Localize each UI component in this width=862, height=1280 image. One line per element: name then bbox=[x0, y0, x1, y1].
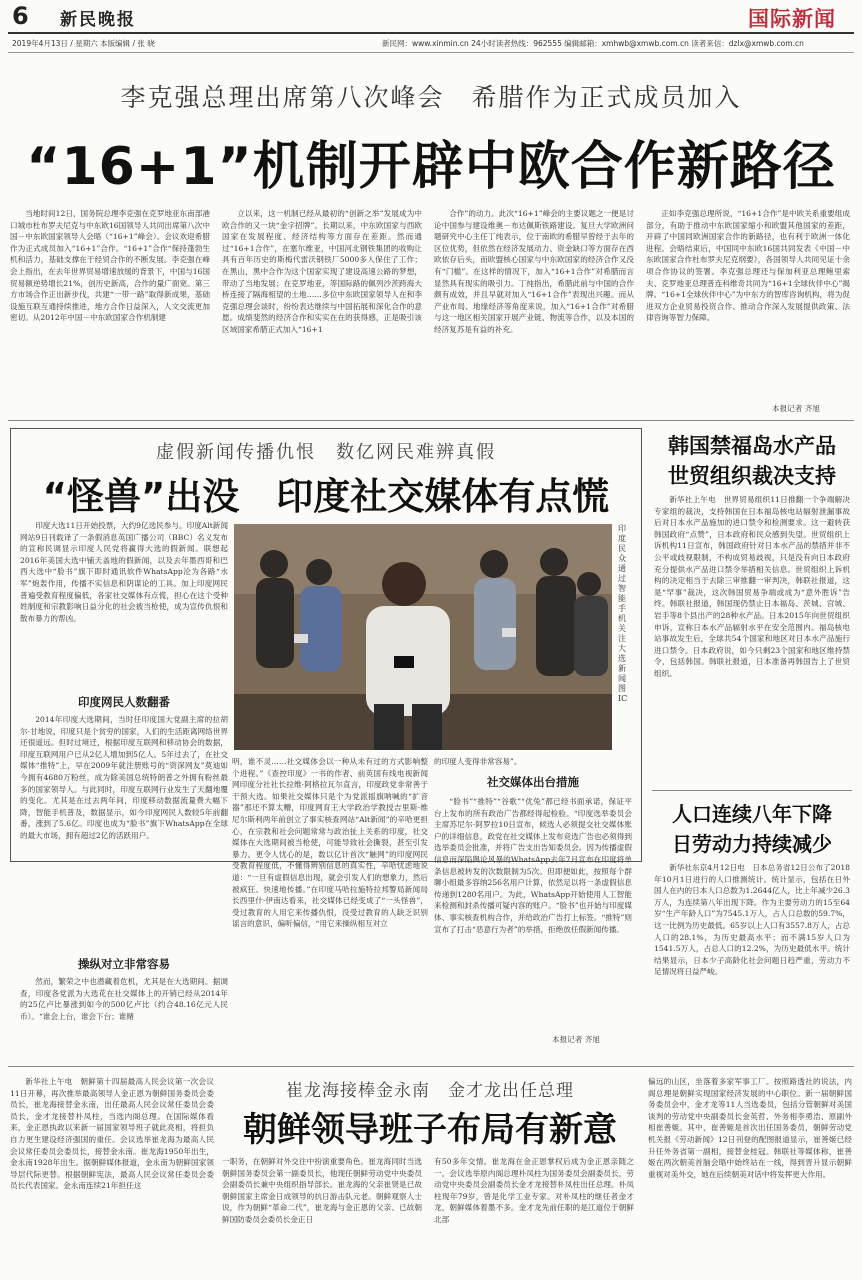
page-number: 6 bbox=[12, 2, 29, 30]
india-subhead-2: 操纵对立非常容易 bbox=[78, 957, 170, 971]
lead-column-1: 当地时间12日，国务院总理李克强在克罗地亚东南部港口城市杜布罗夫尼克与中东欧16国领导人共同出席第八次中国－中东欧国家领导人会晤（“16+1”峰会）。会议欢迎希腊作为正式成员加入“16+1”合作。“16+1”合作“保持蓬勃生机和活力，基础支撑在于经贸合作的不断发展。李克强在峰会上指出，在去年世界贸易增速放缓的背景下，中国与16国贸易额逆势增长21%，创历史新高，合作的量广面宽。第三方市场合作正出新步伐，共建“一带一路”取得新成果，基础设施互联互通持续推进，地方合作日益深入，人文交流更加密切。从2012年中国－中东欧国家合作机制建 bbox=[10, 209, 210, 323]
lead-byline: 本报记者 齐旭 bbox=[772, 404, 820, 413]
section-divider bbox=[8, 420, 854, 421]
india-photo-caption: 印度民众通过智能手机关注大选新闻 图 IC bbox=[618, 524, 642, 703]
lead-headline: “16+1”机制开辟中欧合作新路径 bbox=[26, 137, 836, 197]
date-line: 2019年4月13日 / 星期六 本版编辑 / 张 晓 bbox=[12, 39, 155, 48]
korea-column-3: 有50多年交情。崔龙海在金正恩掌权后成为金正恩亲随之一。会议选举原内阁总理朴凤柱为国务委员会副委员长，劳动党中央委员会副委员长金才龙接替朴凤柱出任总理。朴凤柱现年79岁，曾是化学工业专家。对朴凤柱的继任者金才龙，朝鲜媒体着墨不多。金才龙先前任职的是江道位于朝鲜北部 bbox=[434, 1157, 634, 1224]
contact-line: 新民网：www.xinmin.cn 24小时读者热线：962555 编辑邮箱：xmhwb@xmwb.com.cn 读者来信：dzlx@xmwb.com.cn bbox=[382, 39, 804, 48]
korea-kicker: 崔龙海接棒金永南 金才龙出任总理 bbox=[286, 1081, 574, 1101]
korea-column-4: 偏远的山区，坐落着多家军事工厂。按照路透社的说法，内阁总理是朝鲜实现国家经济发展的中心职位。新一届朝鲜国务委员会中，金才龙等11人当选委员，包括分管朝鲜对美国谈判的劳动党中央副委员长金英哲、外务相李勇浩、原副外相崔善姬。其中，崔善姬是首次出任国务委员，朝鲜劳动党机关报《劳动新闻》12日刊登的配图报道显示，崔善姬已经升任外务省第一副相，接替金桂冠。韩联社等媒体称，崔善姬在两次朝美首脑会晤中始终站在一线，得到晋升显示朝鲜重视对美外交，她在后续朝美对话中将发挥更大作用。 bbox=[648, 1077, 852, 1179]
korea-headline: 朝鲜领导班子布局有新意 bbox=[243, 1110, 617, 1150]
india-section-3: “脸书”“推特”“谷歌”“优兔”都已经书面承诺，保证平台上发布的所有政治广告都经得起检验。“印度选举委员会主席苏尼尔·阿罗拉10日宣布，候选人必须提交社交媒体账户的详细信息，政党在社交媒体上发布竞选广告也必须得到选举委员会批准，并将广告支出告知委员会。因为传播虚假信息而深陷舆论风暴的WhatsApp去年7月宣布在印度将单条信息被转发的次数限制为5次。但即便如此，按照每个群聊小组最多容纳256名用户计算，依然足以将一条虚假信息传递到1280名用户。为此，WhatsApp开始使用人工智能来检测和封杀传播可疑内容的账户。“脸书”也开始与印度媒体、事实核查机构合作，并给政治广告打上标签。“推特”则宣布了打击“恶意行为者”的举措，拒绝放任假新闻传播。 bbox=[434, 797, 632, 934]
india-news-photo bbox=[234, 524, 612, 750]
india-subhead-1: 印度网民人数翻番 bbox=[78, 695, 170, 709]
fukushima-headline-2: 世贸组织裁决支持 bbox=[668, 464, 836, 488]
fukushima-headline-1: 韩国禁福岛水产品 bbox=[668, 434, 836, 458]
fukushima-text: 新华社上午电 世界贸易组织11日推翻一个争端解决专家组的裁决，支持韩国在日本福岛核电站辐射泄漏事故后对日本水产品施加的进口禁令和检测要求。这一避转获韩国政府“点赞”，日本政府和民众感到失望。世贸组织上诉机构11日宣布，韩国政府针对日本水产品的禁措并非不公平或歧视限制，不构成贸易歧视，只是没有向日本政府充分提供水产品进口禁令举措相关信息。世贸组织上诉机构的决定相当于去除三审推翻一审判决，韩联社报道，这是“罕事”裁决，这次韩国贸易争端或成为“意外胜诉”告终。韩联社报道，韩国现仍禁止日本福岛、茨城、宫城、岩手等8个县出产的28种水产品。日本2015年向世贸组织申诉，宣称日本水产品辐射水平在安全范围内。福岛核电站事故发生后，全球共54个国家和地区对日本水产品施行进口禁令。日本政府说，如今只剩23个国家和地区维持禁令，包括韩国。韩联社报道，日本准备再韩国告上了世贸组织。 bbox=[654, 495, 850, 678]
india-section-1: 2014年印度大选期间，当时任印度国大党副主席的拉胡尔·甘地说，印度只是个贫穷的国家，人们的生活距离网络世界还很遥远。但时过境迁，根据印度互联网和移动协会的数据，印度互联网用户已从2亿人增加到5亿人。5年过去了，在社交媒体“推特”上，早在2009年就注册账号的“资深网友”莫迪如今拥有4680万粉丝，成为除美国总统特朗普之外拥有粉丝最多的国家领导人。与此同时，印度互联网行业发生了天翻地覆的变化。尤其是在过去两年间，印度移动数据流量费大幅下降，智能手机普及，数据显示，如今印度网民人数较5年前翻番，涨到了5.6亿。印度也成为“脸书”旗下WhatsApp在全球的最大市场，拥有超过2亿的活跃用户。 bbox=[20, 715, 228, 840]
japan-labor-headline-2: 日劳动力持续减少 bbox=[672, 832, 832, 856]
newspaper-logo: 新民晚报 bbox=[60, 10, 136, 30]
india-section-2: 然而，繁荣之中也潜藏着危机，尤其是在大选期间。据调查，印度各党派为大选花在社交媒体上的开销已经从2014年的25亿卢比暴涨到如今的500亿卢比（约合48.16亿元人民币）。“谁会上台，谁会下台；谁赌 bbox=[20, 977, 228, 1021]
india-intro: 印度大选11日开始投票，大约9亿选民参与。印度Alt新闻网站9日刊载译了一条假消息英国广播公司（BBC）名义发布的宣称民调显示印度人民党将赢得大选的假新闻。联想起2016年美国大选中铺天盖地的假新闻，以及去年墨西哥和巴西大选中“脸书”旗下即时通讯软件WhatsApp沦为各路“水军”炮轰作用，传播不实信息和阴谋论的工具。加上印度网民普遍受教育程度偏低，各家社交媒体有点慌，担心在这个受种姓制度和宗教影响日益分化的社会被当枪使，成为宣传仇恨和散布暴力的帮凶。 bbox=[20, 521, 228, 623]
japan-labor-headline-1: 人口连续八年下降 bbox=[672, 802, 832, 826]
india-photo-illustration bbox=[234, 524, 612, 750]
japan-labor-text: 新华社东京4月12日电 日本总务省12日公布了2018年10月1日进行的人口推测统计。统计显示，包括在日外国人在内的日本人口总数为1.2644亿人，比上年减少26.3万人，为连续第八年出现下降。作为主要劳动力的15至64岁“生产年龄人口”为7545.1万人，占人口总数的59.7%，这一比例为历史最低。65岁以上人口有3557.8万人，占总人口的28.1%，为历史最高水平；而不满15岁人口为1541.5万人，占总人口的12.2%，为历史最低水平。统计结果显示，日本少子高龄化社会问题日趋严重，劳动力不足情况将日益严峻。 bbox=[654, 863, 850, 977]
lead-kicker: 李克强总理出席第八次峰会 希腊作为正式成员加入 bbox=[120, 83, 742, 112]
lead-column-3: 合作”的动力。此次“16+1”峰会的主要议题之一便是讨论中国参与建设维奥－布达佩斯铁路建设。复旦大学欧洲问题研究中心主任丁纯表示，位于南欧的希腊早曾经于去年的区位优势，但依然在经济发展动力、资金缺口等方面存在西欧依存后头，而欧盟核心国家与中东欧国家的经济合作又没有“门槛”。在这样的情况下，加入“16+1合作”对希腊而言显然具有现实的吸引力。丁纯指出，希腊此前与中国的合作颇有成效，并且早就对加入“16+1合作”表现出兴趣。而从产业布局、地缘经济等角度来说，加入“16+1合作”对希腊与这一地区相关国家开展产业链、物流等合作，以及本国的经济复苏是有益的补充。 bbox=[434, 209, 634, 334]
korea-column-1: 新华社上午电 朝鲜第十四届最高人民会议第一次会议11日开幕，再次推举最高领导人金正恩为朝鲜国务委员会委员长，崔龙海接替金永南，出任最高人民会议常任委员会委员长，金才龙接替朴凤柱，当选内阁总理。在国际媒体看来，金正恩执政以来新一届国家领导班子就此亮相，将担负自力更生建设经济强国的重任。会议选举崔龙海为最高人民会议常任委员会委员长，接替金永南。崔龙海1950年出生，金永南1928年出生。据朝鲜媒体报道，金永南为朝鲜国家领导层代际更替。根据朝鲜宪法，最高人民会议常任委员会委员长代表国家。金永南连续21年担任这 bbox=[10, 1077, 214, 1191]
india-subhead-3: 社交媒体出台措施 bbox=[487, 775, 579, 789]
korea-column-2: 一职务，在朝鲜对外交往中扮演重要角色。崔龙海同时当选朝鲜国务委员会第一副委员长，他现任朝鲜劳动党中央委员会副委员长兼中央组织指导部长。崔龙海的父亲崔贤是已故朝鲜国家主席金日成领导的抗日游击队元老。朝鲜观察人士说，作为朝鲜“革命二代”，崔龙海与金正恩的父亲、已故朝鲜国防委员会委员长金正日 bbox=[222, 1157, 422, 1224]
india-column-3-lead: 的印度人变得非常容易”。 bbox=[434, 757, 522, 766]
bottom-divider bbox=[8, 1066, 854, 1067]
india-headline: “怪兽”出没 印度社交媒体有点慌 bbox=[42, 475, 610, 518]
india-byline: 本报记者 齐旭 bbox=[552, 1035, 600, 1044]
section-label: 国际新闻 bbox=[748, 7, 836, 31]
right-column-divider bbox=[652, 790, 852, 791]
masthead-rule-thin bbox=[8, 52, 854, 53]
india-kicker: 虚假新闻传播仇恨 数亿网民难辨真假 bbox=[156, 442, 496, 463]
masthead-rule bbox=[8, 32, 854, 34]
lead-column-2: 立以来，这一机制已经从最初的“创新之举”发展成为中欧合作的又一块“金字招牌”。长期以来，中东欧国家与西欧国家在发展程度、经济结构等方面存在差距。然而通过“16+1合作”，在塞尔维亚，中国河北钢铁集团的收购让具有百年历史的斯梅代雷沃钢铁厂5000多人保住了工作；在黑山，黑中合作为这个国家实现了建设高速公路的梦想，带动了当地发展；在克罗地亚，等国际路的佩列沙茨跨海大桥连接了隔海相望的土地……多位中东欧国家领导人在和李克强总理会谈时，纷纷表达继续与中国拓展和深化合作的意愿。成绩斐然的经济合作和实实在在的获得感，正是吸引该区域国家希腊正式加入“16+1 bbox=[222, 209, 422, 334]
lead-column-4: 正如李克强总理所说，“16+1合作”是中欧关系重要组成部分，有助于推动中东欧国家缩小和欧盟其他国家的差距，开辟了中国同欧洲国家合作的新路径，也有利于欧洲一体化进程。会晤结束后，中国同中东欧16国共同发表《中国－中东欧国家合作杜布罗夫尼克纲要》，各国领导人共同见证十余项合作协议的签署。李克强总理还与保加利亚总理鲍里索夫、克罗地亚总理普连科维奇共同为“16+1全球伙伴中心”揭牌。“16+1全球伙伴中心”为中东方的智库咨询机构，将为促进双方企业贸易投资合作、推动合作深入发展提供政策、法律咨询等智力保障。 bbox=[646, 209, 850, 323]
india-column-2: 明，谁不灵……社交媒体会以一种从未有过的方式影响整个进程。”《查控印度》一书的作者、前英国有线电视新闻网印度分社社长拉维·阿格拉瓦尔直言，印度政党非常善于干预大选。如果社交媒体只是个为党派摇旗呐喊的“扩音器”那还不算太糟，印度网育王大学政治学教授吉里斯·维尼尔斯利两年前创立了事实核查网站“Alt新闻”的辛哈更担心，在宗教和社会问题常常与政治扯上关系的印度，社交媒体在大选期间被当枪使，可能导致社会撕裂，甚至引发暴力。更令人忧心的是，数以亿计首次“触网”的印度网民受教育程度低，不懂得辨别信息的真实性，辛哈忧虑地说道：“一旦有虚假信息出现，就会引发人们的想象力，然后被疯狂、快速地传播。”在印度马哈拉施特拉邦警局新闻局长西里什·伊南达看来，社交媒体已经变成了“一头怪兽”，受过教育的人用它来传播仇恨，没受过教育的人缺乏识别谣言的意识，偏听偏信，“用它来操纵相互对立 bbox=[232, 757, 428, 929]
